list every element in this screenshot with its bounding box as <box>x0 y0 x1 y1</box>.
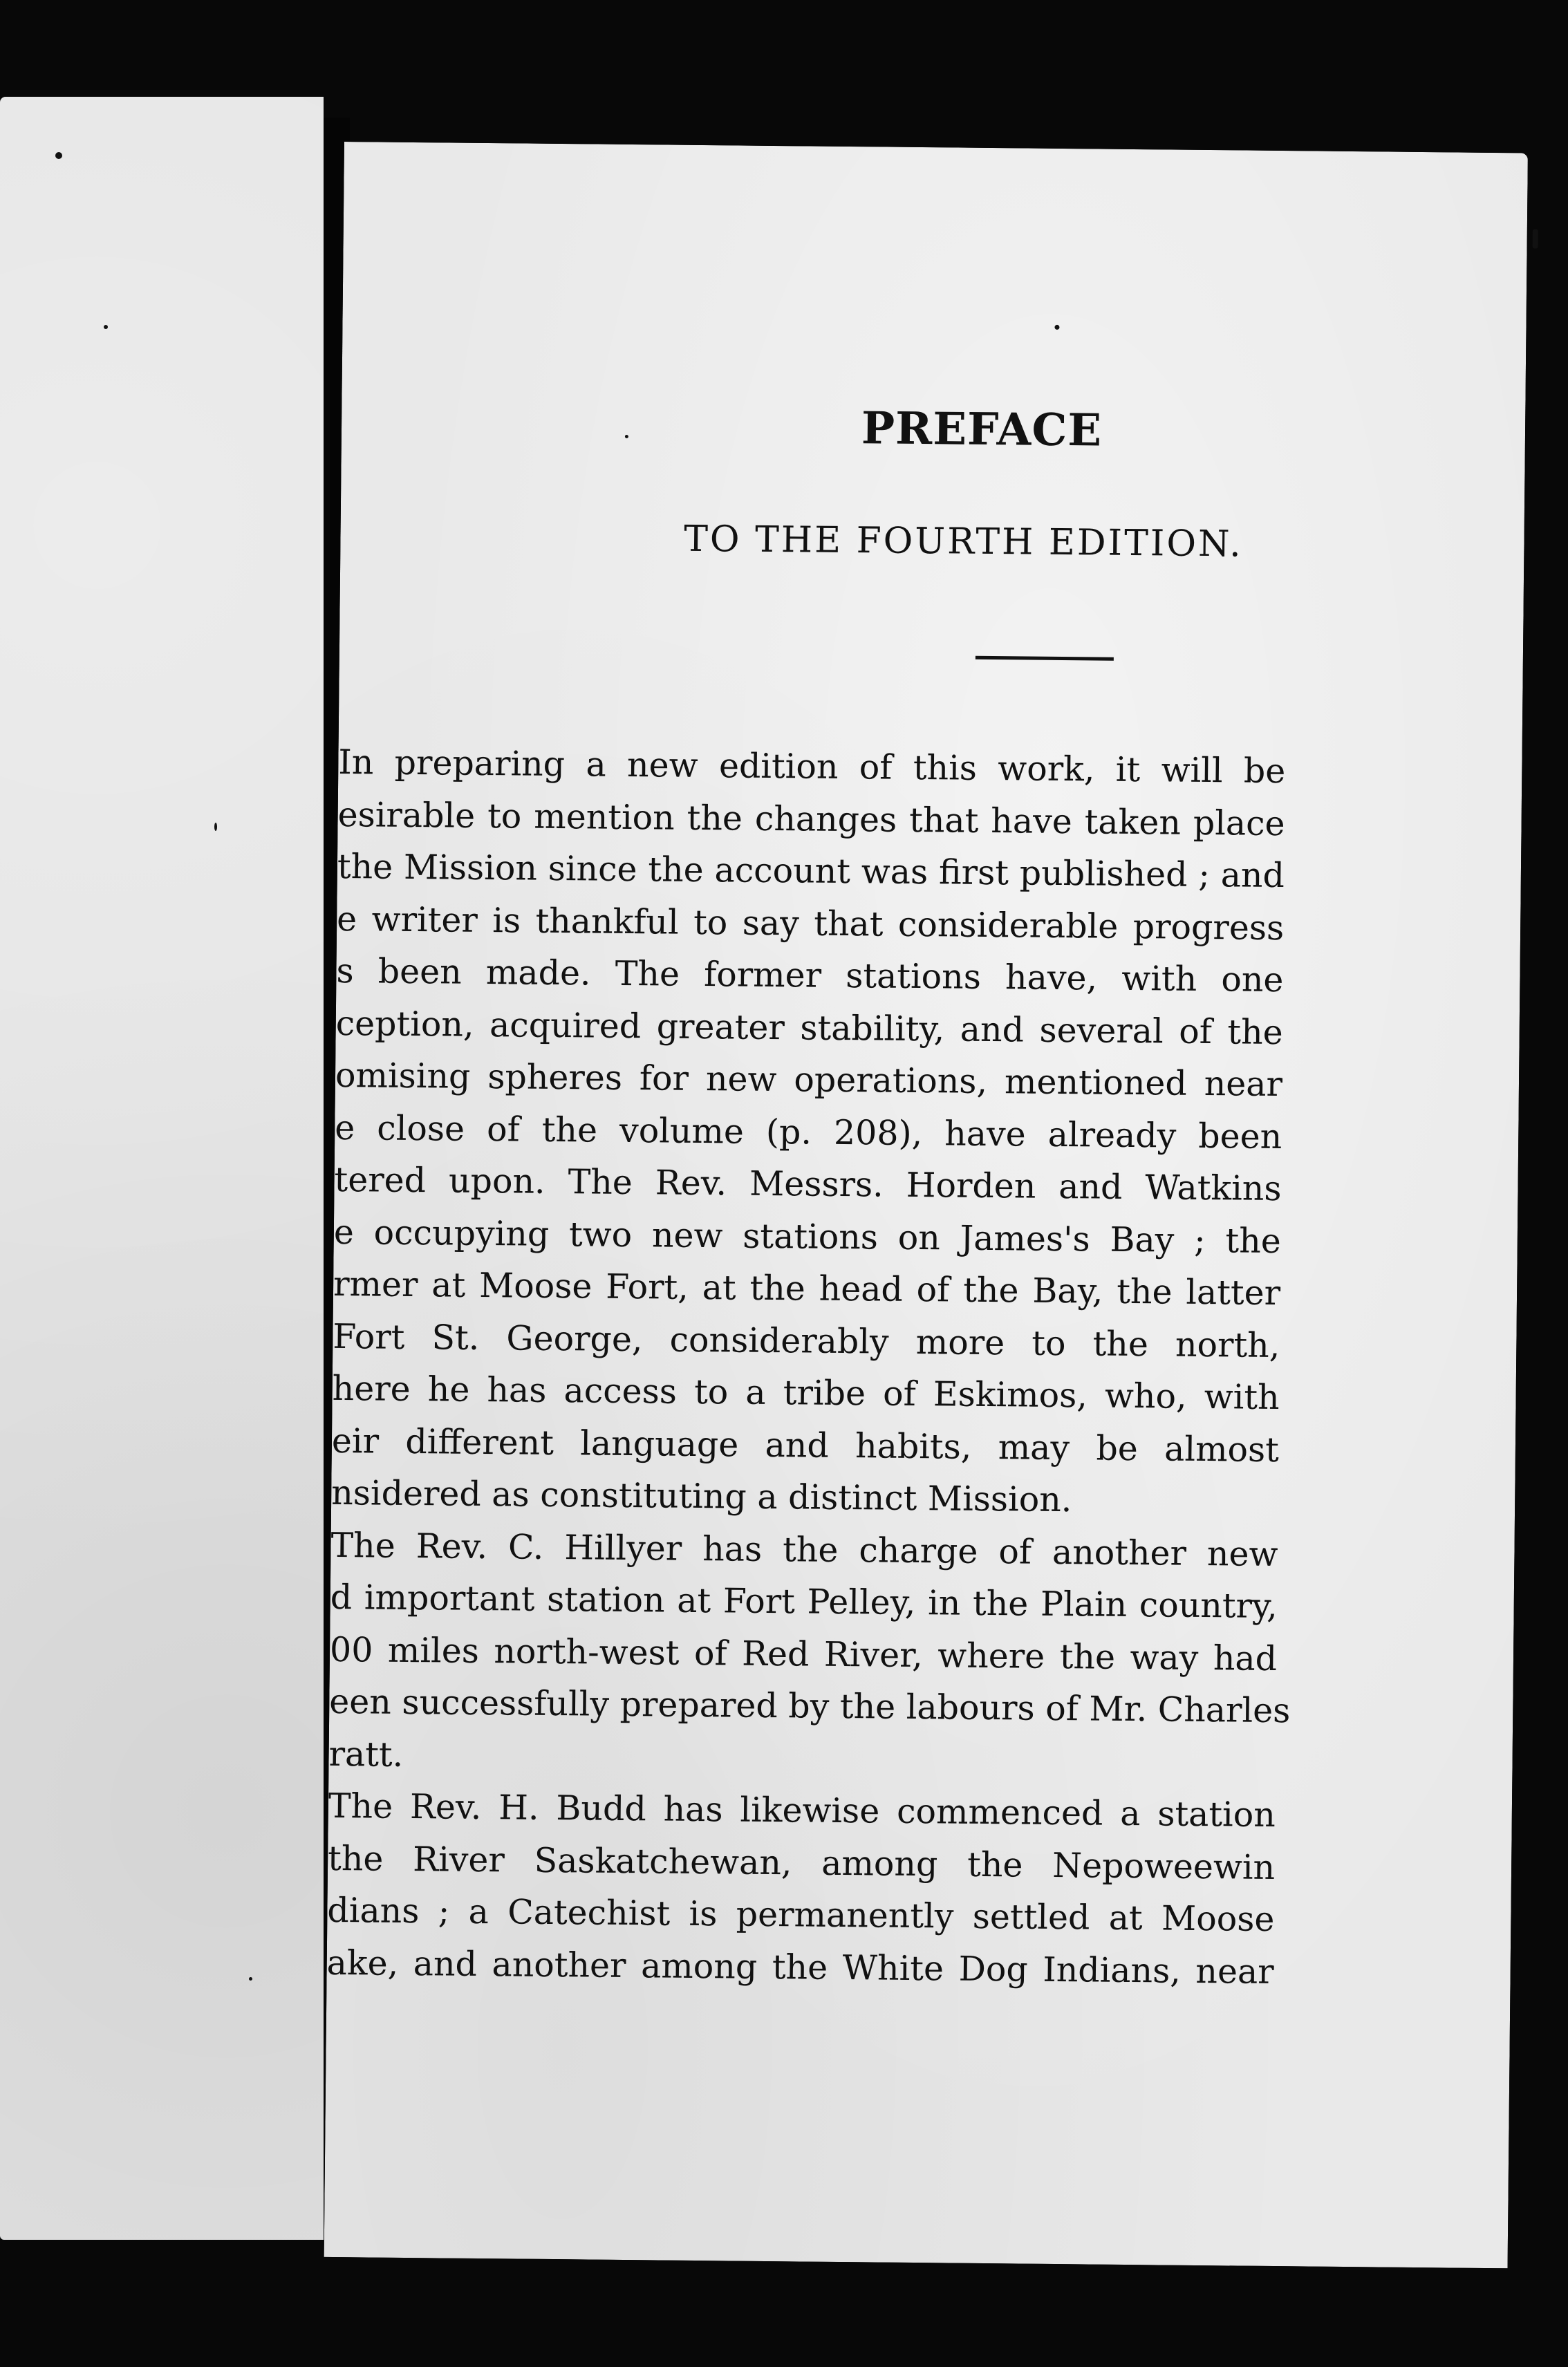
text-line: 00 miles north-west of Red River, where the way had <box>329 1629 1278 1678</box>
text-line: here he has access to a tribe of Eskimos, who, with <box>332 1368 1280 1418</box>
text-line: een successfully prepared by the labours of Mr. Charles <box>329 1681 1291 1731</box>
text-line: rmer at Moose Fort, at the head of the Bay, the latter <box>333 1264 1281 1313</box>
text-line: d important station at Fort Pelley, in the Plain country, <box>330 1577 1278 1627</box>
text-line: ratt. <box>328 1734 404 1775</box>
page-subtitle: TO THE FOURTH EDITION. <box>683 518 1243 565</box>
text-line: the River Saskatchewan, among the Nepoweewin <box>327 1838 1276 1887</box>
title-rule <box>976 656 1114 661</box>
text-line: In preparing a new edition of this work, it will be <box>338 742 1286 792</box>
text-line: esirable to mention the changes that have taken place <box>337 794 1285 843</box>
left-facing-page <box>0 97 324 2240</box>
text-line: s been made. The former stations have, with one <box>336 951 1284 1000</box>
paragraph <box>328 1519 1291 1789</box>
page-title: PREFACE <box>861 402 1103 457</box>
paragraph <box>331 736 1286 1528</box>
text-line: Fort St. George, considerably more to the north, <box>333 1316 1280 1365</box>
text-line: ception, acquired greater stability, and several of the <box>335 1003 1283 1052</box>
text-line: the Mission since the account was first published ; and <box>337 846 1285 896</box>
ink-speck <box>55 152 62 159</box>
ink-speck <box>104 325 108 329</box>
text-line: e close of the volume (p. 208), have already been <box>335 1107 1282 1157</box>
ink-speck <box>214 823 217 831</box>
text-line: The Rev. C. Hillyer has the charge of another new <box>330 1525 1278 1574</box>
text-line: nsidered as constituting a distinct Mission. <box>330 1472 1072 1520</box>
ink-speck <box>1054 325 1059 330</box>
text-line: eir different language and habits, may be almost <box>331 1421 1280 1470</box>
body-text <box>326 736 1291 1998</box>
main-page <box>324 142 1528 2268</box>
text-line: The Rev. H. Budd has likewise commenced a station <box>328 1786 1276 1835</box>
text-line: e writer is thankful to say that considerable progress <box>336 899 1285 948</box>
text-line: tered upon. The Rev. Messrs. Horden and Watkins <box>334 1159 1282 1209</box>
text-line: dians ; a Catechist is permanently settled at Moose <box>327 1890 1275 1940</box>
text-line: omising spheres for new operations, mentioned near <box>335 1055 1283 1105</box>
text-line: e occupying two new stations on James's Bay ; the <box>333 1212 1282 1261</box>
ink-speck <box>1533 230 1538 249</box>
text-line: ake, and another among the White Dog Indians, near <box>326 1943 1274 1992</box>
page-content <box>324 142 1528 2268</box>
paragraph <box>326 1780 1276 1998</box>
ink-speck <box>249 1977 252 1981</box>
